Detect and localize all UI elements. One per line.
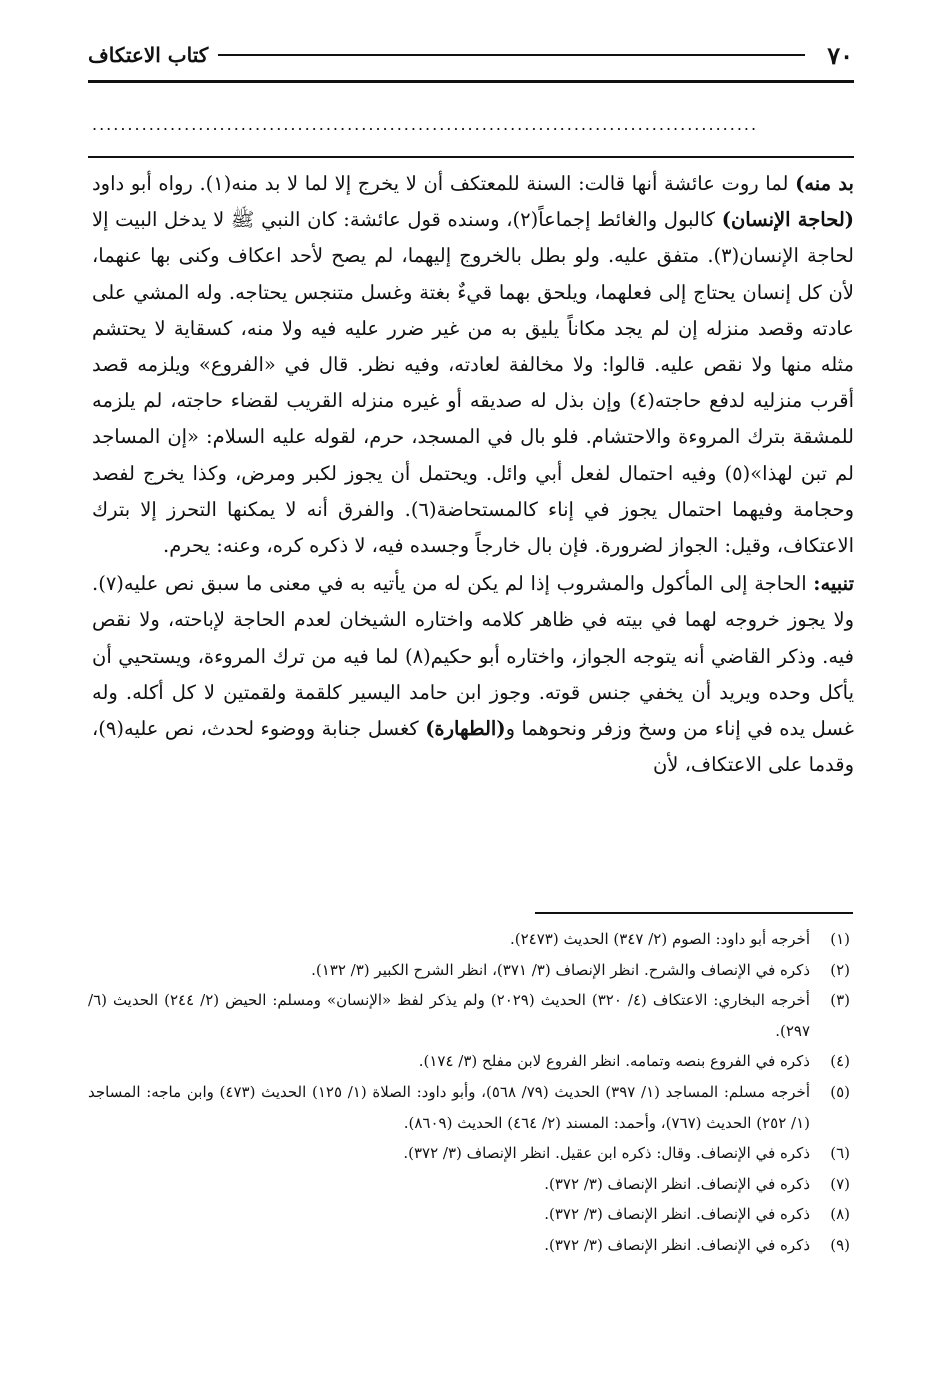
footnote-text: ذكره في الإنصاف. انظر الإنصاف (٣/ ٣٧٢). (544, 1174, 810, 1193)
footnote-number: (٣) (830, 991, 850, 1010)
footnote-2 (88, 955, 850, 986)
header-inline-rule (218, 54, 805, 56)
footnote-text: ذكره في الفروع بنصه وتمامه. انظر الفروع لابن مفلح (٣/ ١٧٤). (418, 1052, 810, 1071)
bold-phrase: بد منه) (795, 172, 854, 195)
footnote-text: ذكره في الإنصاف. انظر الإنصاف (٣/ ٣٧٢). (544, 1205, 810, 1224)
footnote-number: (٩) (830, 1235, 850, 1254)
footnote-number: (٦) (830, 1144, 850, 1163)
footnote-number: (٨) (830, 1205, 850, 1224)
footnote-3 (88, 985, 850, 1046)
footnote-8 (88, 1199, 850, 1230)
paragraph-text: كغسل جنابة ووضوء لحدث، نص عليه(٩)، وقدما على الاعتكاف، لأن (92, 717, 854, 777)
footnote-5 (88, 1077, 850, 1138)
footnote-text: أخرجه البخاري: الاعتكاف (٤/ ٣٢٠) الحديث (٢٠٢٩) ولم يذكر لفظ «الإنسان» ومسلم: الحيض (٢/ ٢٤٤) الحديث (٦/ ٢٩٧). (88, 991, 810, 1040)
header-rule (88, 80, 854, 83)
footnote-number: (١) (830, 930, 850, 948)
footnote-9 (88, 1230, 850, 1261)
footnote-6 (88, 1138, 850, 1169)
matn-dotted-line: .............................................................................................. (92, 115, 759, 134)
paragraph-text: الحاجة إلى المأكول والمشروب إذا لم يكن له من يأتيه به في معنى ما سبق نص عليه(٧). ولا يجوز خروجه لهما في بيته في ظاهر كلامه واختاره الشيخان لعدم الحاجة لإباحته، ولا نقص فيه. وذكر القاضي أنه يتوجه الجواز، واختاره أبو حكيم(٨) لما فيه من ترك المروءة، ويستحيي أن يأكل وحده ويريد أن يخفي جنس قوته. وجوز ابن حامد اليسير كلقمة ولقمتين لا كل أكله. وله غسل يده في إناء من وسخ وزفر ونحوهما و (92, 572, 855, 741)
matn-separator-rule (88, 156, 854, 158)
footnote-7 (88, 1169, 850, 1200)
paragraph-text: لما روت عائشة أنها قالت: السنة للمعتكف أن لا يخرج إلا لما لا بد منه(١). رواه أبو داود (92, 172, 796, 195)
bold-phrase: (الطهارة) (425, 717, 506, 741)
paragraph-text: كالبول والغائط إجماعاً(٢)، وسنده قول عائشة: كان النبي ﷺ لا يدخل البيت إلا لحاجة الإنسان(٣). متفق عليه. ولو بطل بالخروج إليهما، لم يصح لأحد اعكاف وكنى بها عنهما، لأن كل إنسان يحتاج إلى فعلهما، ويلحق بهما قيءٌ بغتة وغسل متنجس يحتاجه. وله المشي على عادته وقصد منزله إن لم يجد مكاناً يليق به من غير ضرر عليه فيه ولا منه، كسقاية لا يحتشم مثله منها ولا نقص عليه. قالوا: ولا مخالفة لعادته، وفيه نظر. قال في «الفروع» ويلزمه قصد أقرب منزليه لدفع حاجته(٤) وإن بذل له صديقه أو غيره منزله القريب لقضاء حاجته، لم يلزمه للمشقة بترك المروءة والاحتشام. فلو بال في المسجد، حرم، لقوله عليه السلام: «إن المساجد لم تبن لهذا»(٥) وفيه احتمال لفعل أبي وائل. ويحتمل أن يجوز لكبر ومرض، وكذا يخرج لفصد وحجامة وفيهما احتمال يجوز في إناء كالمستحاضة(٦). والفرق أنه لا يمكنها التحرز إلا بترك الاعتكاف، وقيل: الجواز لضرورة. فإن بال خارجاً وجسده فيه، لا ذكره كره، وعنه: يحرم. (92, 208, 855, 558)
footnote-number: (٧) (830, 1174, 850, 1193)
footnote-number: (٥) (830, 1082, 850, 1101)
footnote-text: ذكره في الإنصاف والشرح. انظر الإنصاف (٣/ ٣٧١)، انظر الشرح الكبير (٣/ ١٣٢). (311, 960, 810, 979)
bold-phrase: تنبيه: (813, 572, 854, 596)
footnote-number: (٢) (830, 960, 850, 979)
page-header (88, 40, 853, 70)
footnote-text: أخرجه مسلم: المساجد (١/ ٣٩٧) الحديث (٧٩/ ٥٦٨)، وأبو داود: الصلاة (١/ ١٢٥) الحديث (٤٧٣) وابن ماجه: المساجد (١/ ٢٥٢) الحديث (٧٦٧)، وأحمد: المسند (٢/ ٤٦٤) الحديث (٨٦٠٩). (88, 1082, 810, 1132)
footnote-text: ذكره في الإنصاف. وقال: ذكره ابن عقيل. انظر الإنصاف (٣/ ٣٧٢). (403, 1144, 810, 1163)
main-text (92, 166, 854, 783)
bold-phrase: (لحاجة الإنسان) (721, 208, 854, 232)
paragraph-2 (92, 566, 854, 783)
page-number: ٧٠ (827, 40, 853, 70)
footnote-number: (٤) (830, 1052, 850, 1071)
footnote-rule (535, 912, 853, 914)
running-title: كتاب الاعتكاف (88, 43, 209, 67)
footnote-text: ذكره في الإنصاف. انظر الإنصاف (٣/ ٣٧٢). (544, 1235, 810, 1254)
footnote-1 (88, 924, 850, 955)
footnote-4 (88, 1046, 850, 1077)
footnotes (88, 924, 850, 1261)
paragraph-1 (92, 166, 854, 564)
footnote-text: أخرجه أبو داود: الصوم (٢/ ٣٤٧) الحديث (٢٤٧٣). (509, 930, 810, 948)
